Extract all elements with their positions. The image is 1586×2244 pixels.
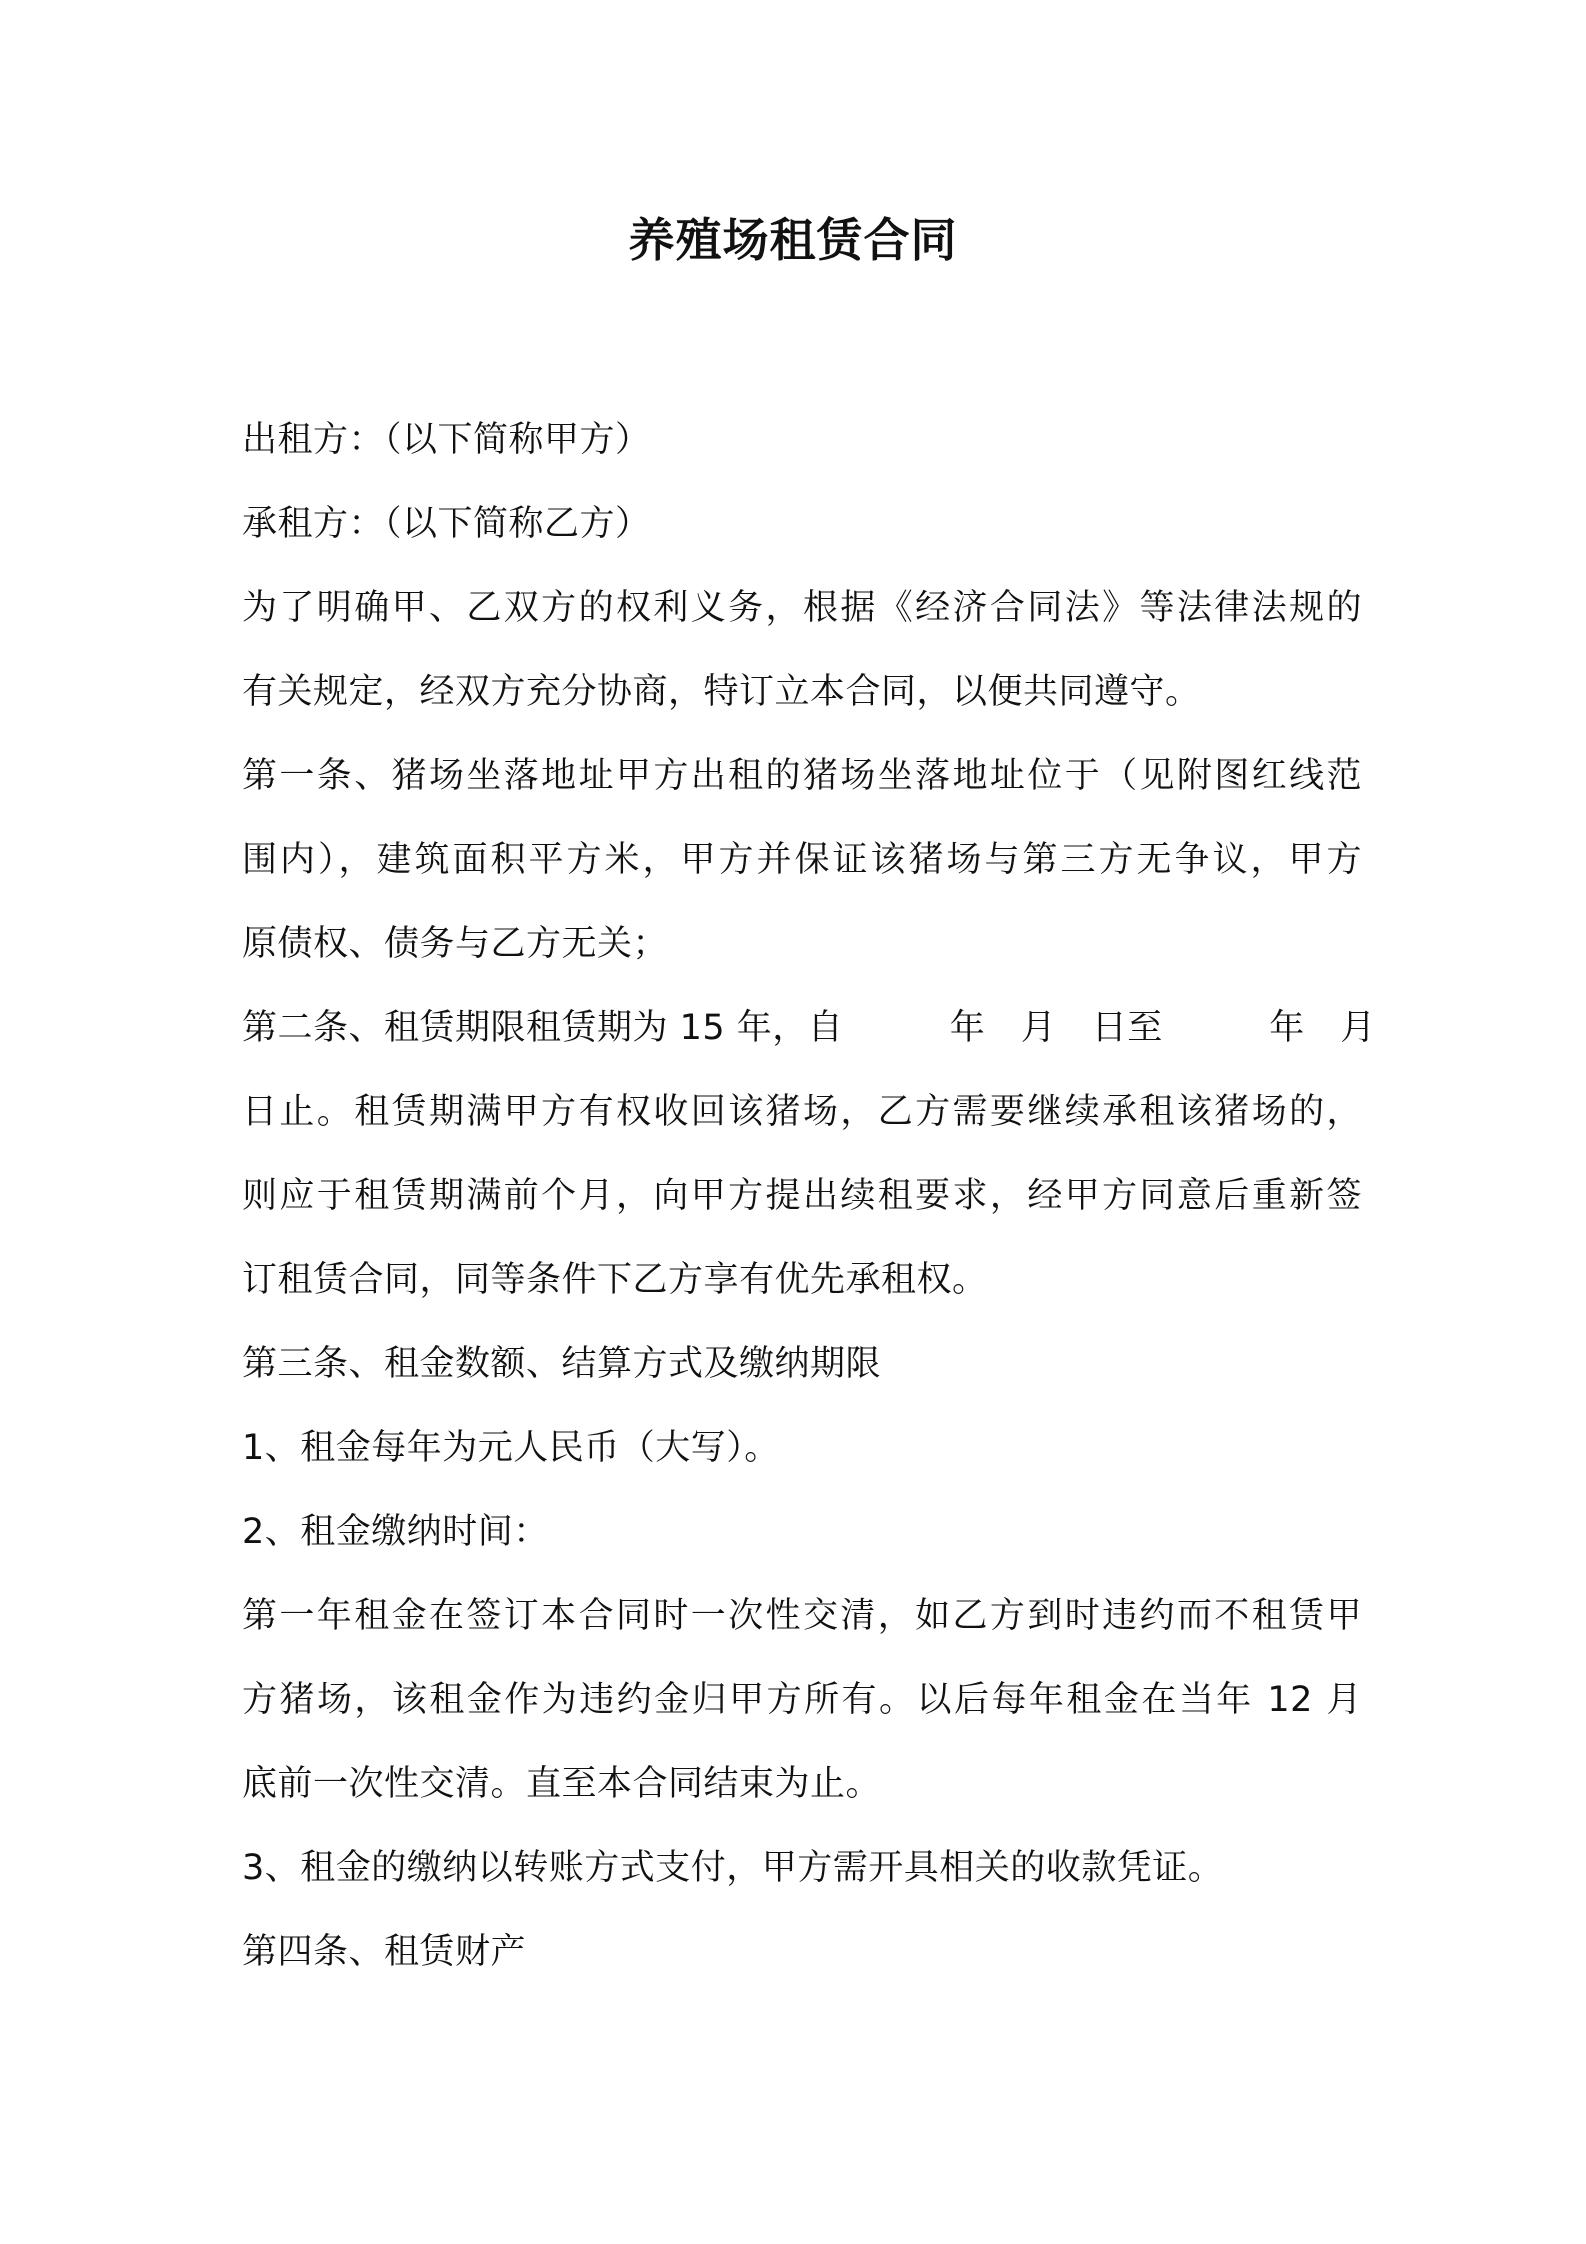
preamble-line-2: 有关规定，经双方充分协商，特订立本合同，以便共同遵守。 xyxy=(242,672,1201,712)
article-3-heading: 第三条、租金数额、结算方式及缴纳期限 xyxy=(242,1344,882,1384)
article-1-line-1: 第一条、猪场坐落地址甲方出租的猪场坐落地址位于（见附图红线范 xyxy=(242,756,1362,796)
article-2-line-1: 第二条、租赁期限租赁期为 15 年，自 年 月 日至 年 月 xyxy=(242,1008,1376,1048)
article-1-line-2: 围内），建筑面积平方米，甲方并保证该猪场与第三方无争议，甲方 xyxy=(242,840,1362,880)
article-2-line-2: 日止。租赁期满甲方有权收回该猪场，乙方需要继续承租该猪场的， xyxy=(242,1092,1362,1132)
article-2-line-4: 订租赁合同，同等条件下乙方享有优先承租权。 xyxy=(242,1260,988,1300)
article-3-item-3: 3、租金的缴纳以转账方式支付，甲方需开具相关的收款凭证。 xyxy=(242,1848,1224,1888)
lessee-line: 承租方：（以下简称乙方） xyxy=(242,504,651,544)
article-3-item-1: 1、租金每年为元人民币（大写）。 xyxy=(242,1428,780,1468)
document-title: 养殖场租赁合同 xyxy=(628,213,958,267)
article-3-payment-line-1: 第一年租金在签订本合同时一次性交清，如乙方到时违约而不租赁甲 xyxy=(242,1596,1362,1636)
document-body xyxy=(242,398,1376,1994)
article-3-payment-line-2: 方猪场，该租金作为违约金归甲方所有。以后每年租金在当年 12 月 xyxy=(242,1680,1362,1720)
preamble-line-1: 为了明确甲、乙双方的权利义务，根据《经济合同法》等法律法规的 xyxy=(242,588,1362,628)
lessor-line: 出租方：（以下简称甲方） xyxy=(242,420,651,460)
article-3-payment-line-3: 底前一次性交清。直至本合同结束为止。 xyxy=(242,1764,882,1804)
article-4-heading: 第四条、租赁财产 xyxy=(242,1932,527,1972)
article-2-line-3: 则应于租赁期满前个月，向甲方提出续租要求，经甲方同意后重新签 xyxy=(242,1176,1362,1216)
article-3-item-2: 2、租金缴纳时间： xyxy=(242,1512,549,1552)
article-1-line-3: 原债权、债务与乙方无关； xyxy=(242,924,669,964)
